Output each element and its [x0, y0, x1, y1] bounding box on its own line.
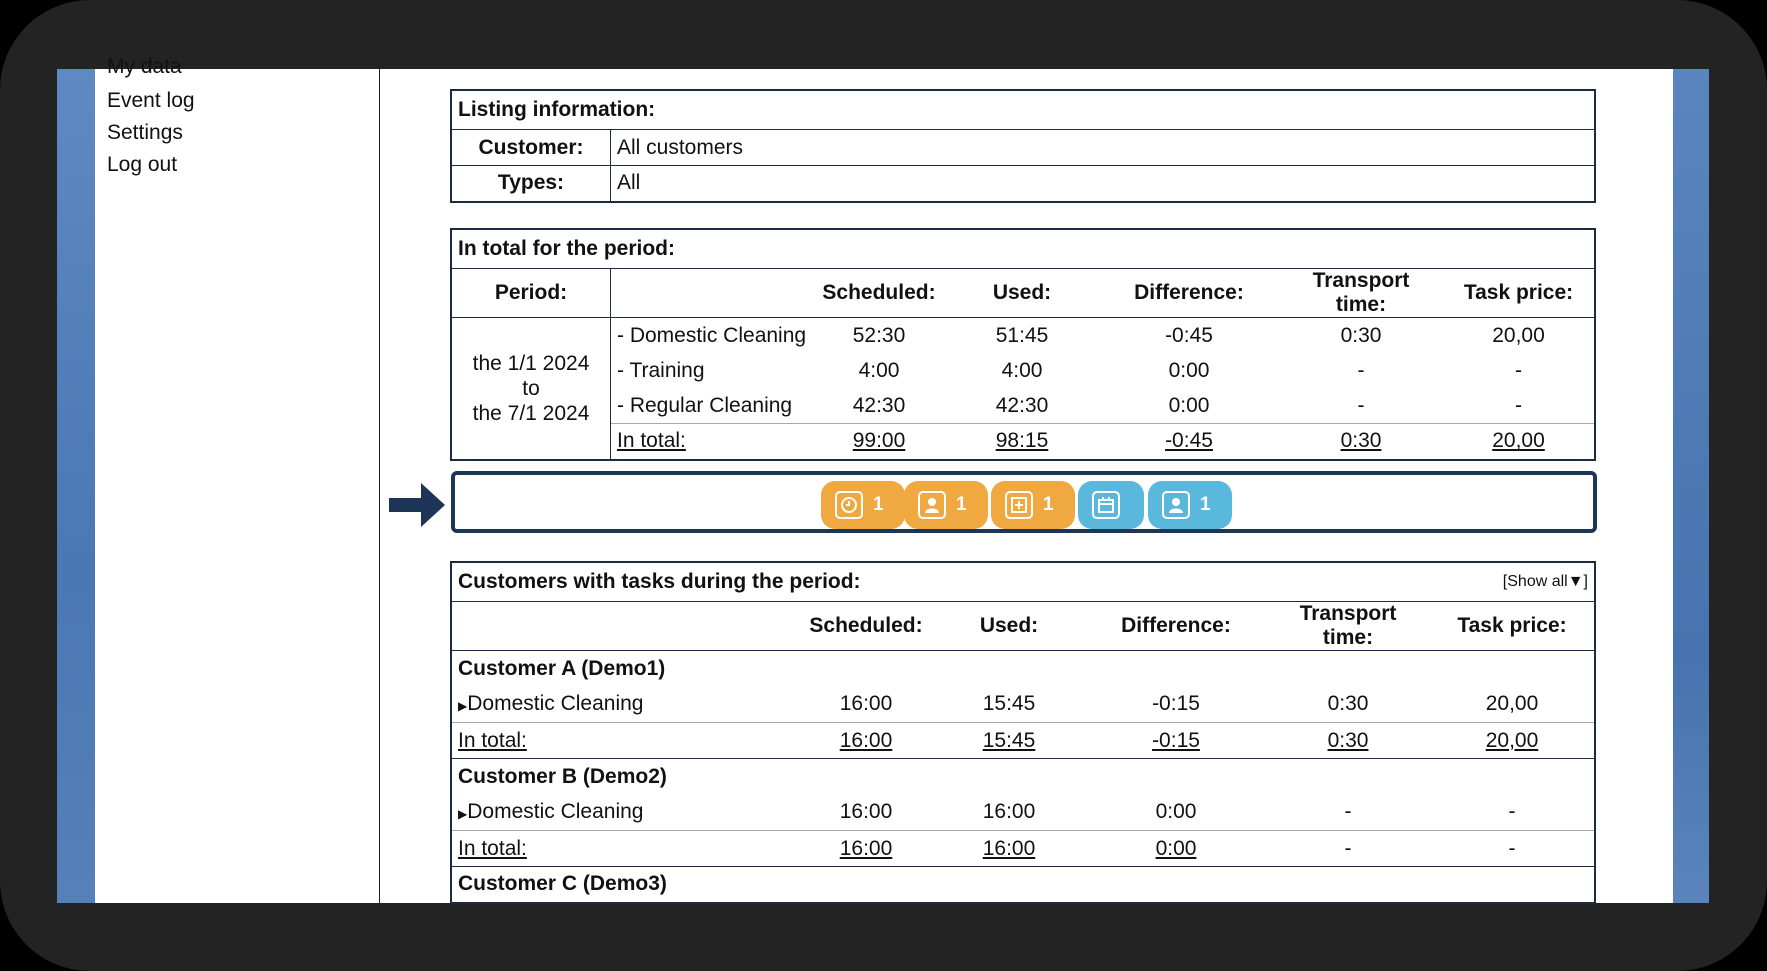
- types-value: All: [611, 166, 1596, 202]
- cell: 16:00: [982, 800, 1036, 824]
- cell: -: [1357, 393, 1365, 417]
- col-task-price: Task price:: [1430, 602, 1595, 651]
- total-label[interactable]: In total:: [451, 723, 800, 759]
- cell: -: [1344, 800, 1352, 824]
- col-period: Period:: [451, 269, 611, 318]
- customers-title: Customers with tasks during the period:: [458, 570, 861, 593]
- period-from: the 1/1 2024: [472, 351, 590, 375]
- col-transport: Transport time:: [1279, 269, 1443, 318]
- caret-right-icon: ▶: [458, 699, 468, 714]
- cell: 20,00: [1492, 323, 1545, 347]
- total-cell[interactable]: 16:00: [800, 831, 932, 867]
- period-to: the 7/1 2024: [472, 401, 590, 425]
- cell: 52:30: [852, 323, 906, 347]
- show-all-label: [Show all: [1502, 573, 1568, 590]
- total-cell[interactable]: 99:00: [813, 424, 945, 460]
- types-label: Types:: [451, 166, 611, 202]
- customer-name[interactable]: Customer C (Demo3): [451, 867, 1595, 903]
- task-name: Domestic Cleaning: [467, 800, 644, 824]
- listing-title: Listing information:: [458, 98, 656, 121]
- chip-person[interactable]: [904, 481, 988, 529]
- task-row-toggle[interactable]: [451, 687, 800, 723]
- cell: 42:30: [852, 393, 906, 417]
- type-name: - Regular Cleaning: [617, 393, 793, 417]
- customer-name[interactable]: Customer B (Demo2): [451, 759, 1595, 795]
- chip-clock[interactable]: [821, 481, 905, 529]
- sidebar-item-my-data[interactable]: My data: [107, 55, 182, 78]
- arrow-right-icon: [389, 480, 447, 530]
- col-scheduled: Scheduled:: [813, 269, 945, 318]
- type-name: - Training: [617, 359, 705, 382]
- background-right: [1673, 69, 1709, 903]
- cell: 20,00: [1485, 692, 1539, 716]
- customer-name[interactable]: Customer A (Demo1): [458, 656, 666, 680]
- sidebar-item-event-log[interactable]: Event log: [107, 89, 195, 112]
- cell: 0:00: [1155, 800, 1197, 824]
- chip-calendar[interactable]: [1078, 481, 1144, 529]
- total-label[interactable]: In total:: [451, 831, 800, 867]
- total-cell: -: [1266, 831, 1430, 867]
- type-name: - Domestic Cleaning: [617, 323, 807, 347]
- total-cell[interactable]: 0:00: [1086, 831, 1266, 867]
- sidebar-item-log-out[interactable]: Log out: [107, 153, 178, 176]
- col-used: Used:: [932, 602, 1086, 651]
- col-transport: Transport time:: [1266, 602, 1430, 651]
- cell: 15:45: [982, 692, 1036, 716]
- cell: -: [1515, 359, 1522, 382]
- col-task-price: Task price:: [1443, 269, 1595, 318]
- col-difference: Difference:: [1099, 269, 1279, 318]
- period-total-table: [450, 228, 1596, 461]
- col-scheduled: Scheduled:: [800, 602, 932, 651]
- chip-person-blue[interactable]: [1148, 481, 1232, 529]
- col-used: Used:: [945, 269, 1099, 318]
- sidebar: [95, 55, 380, 903]
- task-name: Domestic Cleaning: [467, 692, 644, 716]
- cell: 4:00: [858, 359, 900, 382]
- calendar-icon: [1092, 491, 1120, 519]
- total-cell[interactable]: 20,00: [1443, 424, 1595, 460]
- total-cell: -: [1430, 831, 1595, 867]
- total-cell[interactable]: -0:45: [1099, 424, 1279, 460]
- chip-count: 1: [1043, 494, 1054, 515]
- period-to-word: to: [522, 376, 540, 400]
- cell: 16:00: [839, 692, 893, 716]
- cell: -: [1508, 800, 1516, 824]
- caret-right-icon: ▶: [458, 807, 468, 822]
- total-cell[interactable]: 16:00: [932, 831, 1086, 867]
- chip-count: 1: [1200, 494, 1211, 515]
- cell: -0:15: [1152, 692, 1200, 716]
- chip-count: 1: [873, 494, 884, 515]
- cell: 16:00: [839, 800, 893, 824]
- total-cell[interactable]: 15:45: [932, 723, 1086, 759]
- cell: -: [1515, 393, 1522, 417]
- person-icon: [1162, 491, 1190, 519]
- total-cell[interactable]: 0:30: [1266, 723, 1430, 759]
- total-cell[interactable]: -0:15: [1086, 723, 1266, 759]
- cell: 0:00: [1168, 359, 1210, 382]
- cell: 42:30: [995, 393, 1049, 417]
- cell: -: [1357, 359, 1365, 382]
- person-icon: [918, 491, 946, 519]
- plus-box-icon: [1005, 491, 1033, 519]
- customer-value: All customers: [611, 130, 1596, 166]
- cell: 0:30: [1340, 323, 1382, 347]
- chevron-down-icon: ▼]: [1567, 573, 1588, 590]
- total-cell[interactable]: 16:00: [800, 723, 932, 759]
- background-left: [57, 69, 95, 903]
- customer-label: Customer:: [451, 130, 611, 166]
- cell: -0:45: [1165, 323, 1213, 347]
- cell: 0:00: [1168, 393, 1210, 417]
- total-cell[interactable]: 0:30: [1279, 424, 1443, 460]
- total-label[interactable]: In total:: [611, 424, 814, 460]
- period-range: [451, 318, 611, 460]
- cell: 51:45: [995, 323, 1049, 347]
- chip-count: 1: [956, 494, 967, 515]
- total-cell[interactable]: 20,00: [1430, 723, 1595, 759]
- cell: 0:30: [1327, 692, 1369, 716]
- period-total-title: In total for the period:: [458, 237, 675, 260]
- chip-plus[interactable]: [991, 481, 1075, 529]
- cell: 4:00: [1001, 359, 1043, 382]
- customers-table: [450, 561, 1596, 904]
- listing-info-table: [450, 89, 1596, 203]
- sidebar-item-settings[interactable]: Settings: [107, 121, 183, 144]
- task-row-toggle[interactable]: [451, 795, 800, 831]
- col-difference: Difference:: [1086, 602, 1266, 651]
- show-all-toggle[interactable]: [1430, 562, 1595, 602]
- total-cell[interactable]: 98:15: [945, 424, 1099, 460]
- clock-icon: [835, 491, 863, 519]
